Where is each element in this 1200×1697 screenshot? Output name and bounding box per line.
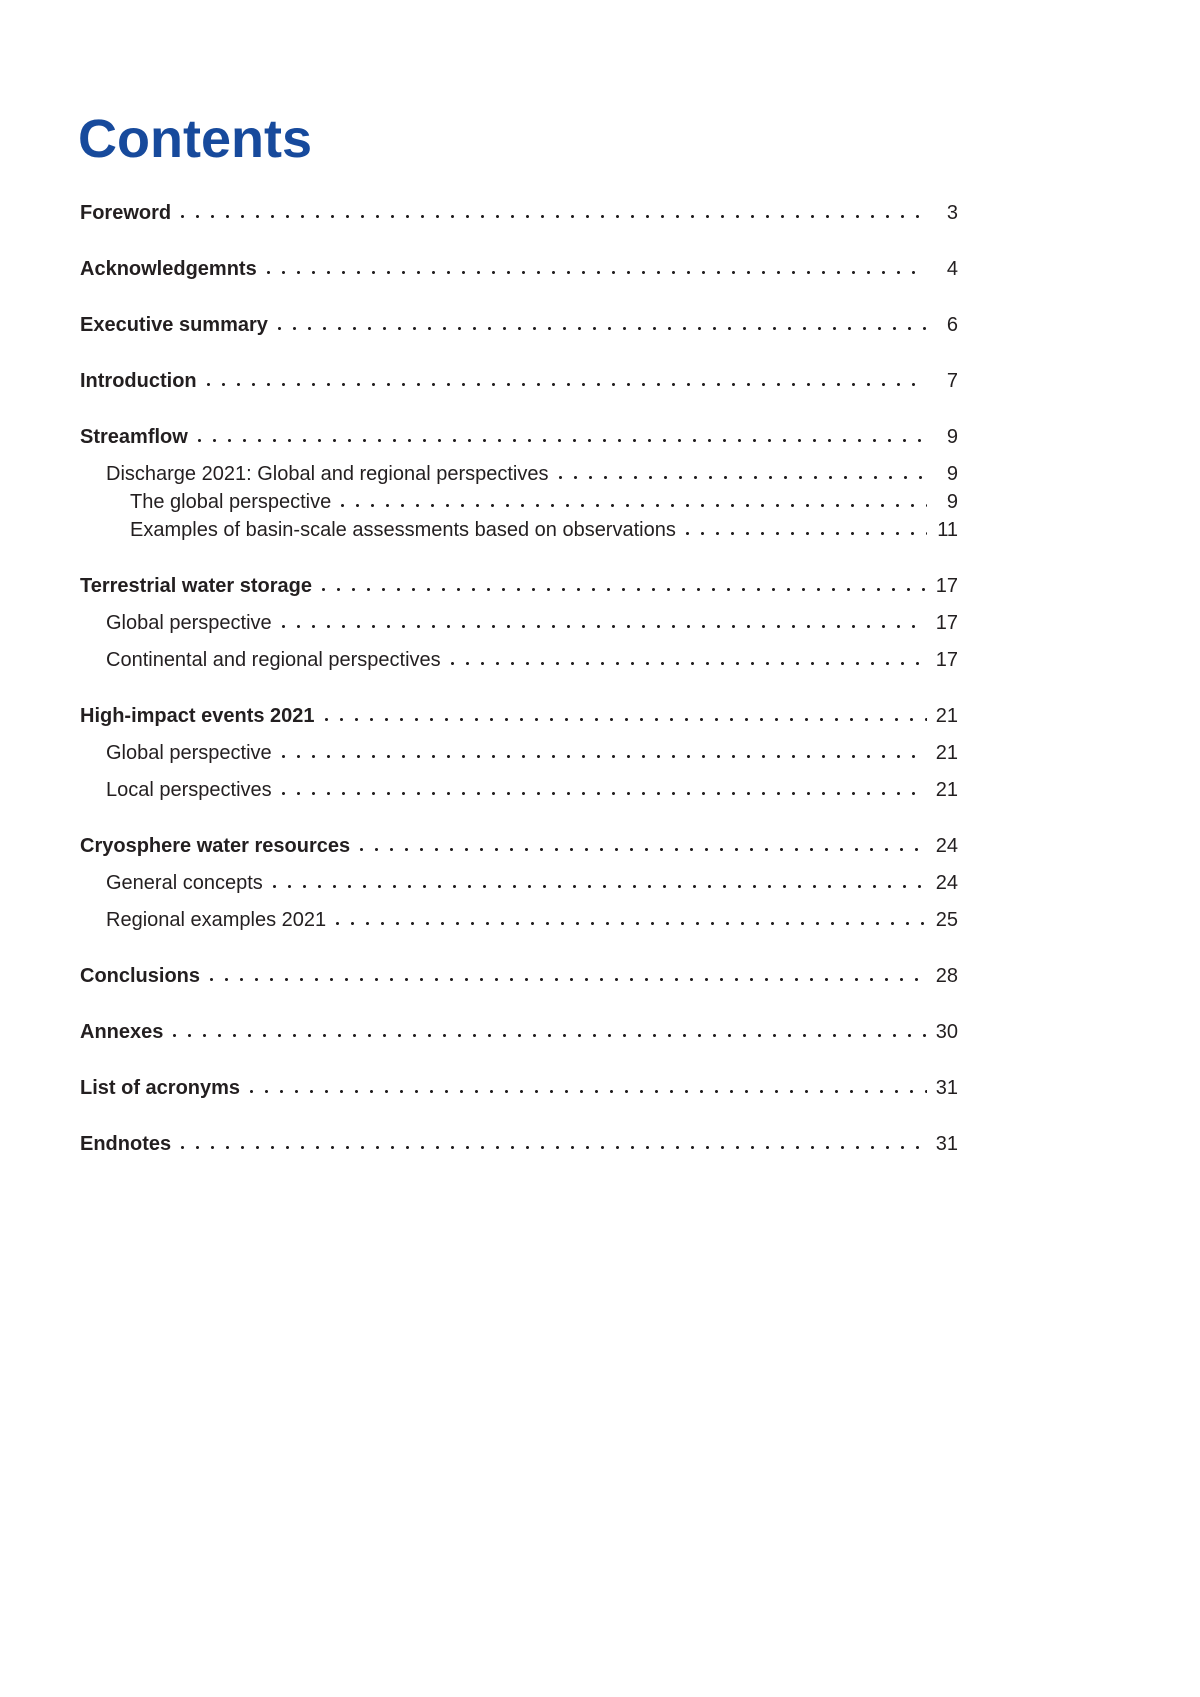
toc-entry-label: Endnotes [80,1133,172,1155]
dot-leader [335,921,927,926]
dot-leader [281,624,927,629]
toc-entry-label: The global perspective [130,491,332,513]
toc-entry[interactable] [80,705,958,728]
toc-entry-page-number: 3 [946,202,958,224]
dot-leader [340,503,927,508]
toc-entry-page-number: 9 [946,491,958,513]
toc-entry-page-number: 21 [935,779,958,801]
toc-entry-page-number: 31 [935,1133,958,1155]
toc-entry[interactable] [80,202,958,225]
toc-entry[interactable] [80,835,958,858]
toc-entry[interactable] [80,314,958,337]
toc-entry[interactable] [80,742,958,765]
toc-entry[interactable] [80,612,958,635]
dot-leader [281,754,927,759]
toc-entry[interactable] [80,575,958,598]
toc-entry[interactable] [80,426,958,449]
toc-entry-label: Regional examples 2021 [106,909,327,931]
toc-entry-page-number: 24 [935,835,958,857]
toc-entry-page-number: 17 [935,575,958,597]
toc-entry-page-number: 6 [946,314,958,336]
toc-entry-page-number: 4 [946,258,958,280]
dot-leader [359,847,927,852]
toc-entry-page-number: 7 [946,370,958,392]
toc-entry[interactable] [80,1133,958,1156]
dot-leader [321,587,927,592]
dot-leader [450,661,927,666]
toc-entry-page-number: 17 [935,612,958,634]
toc-entry-label: Terrestrial water storage [80,575,312,597]
toc-entry-label: Discharge 2021: Global and regional perspectives [106,463,549,485]
dot-leader [324,717,927,722]
toc-entry[interactable] [80,779,958,802]
toc-entry-label: General concepts [106,872,263,894]
toc-entry[interactable] [80,965,958,988]
toc-entry[interactable] [80,1021,958,1044]
toc-entry[interactable] [80,872,958,895]
toc-entry-page-number: 24 [935,872,958,894]
toc-entry[interactable] [80,909,958,932]
dot-leader [558,475,928,480]
toc-entry-label: Local perspectives [106,779,272,801]
toc-entry-label: Streamflow [80,426,188,448]
toc-entry-page-number: 30 [935,1021,958,1043]
dot-leader [281,791,927,796]
toc-entry[interactable] [80,258,958,281]
toc-entry-page-number: 11 [937,519,958,541]
toc-entry[interactable] [80,491,958,514]
toc-entry[interactable] [80,1077,958,1100]
toc-entry-label: Acknowledgemnts [80,258,257,280]
toc-entry-page-number: 9 [946,463,958,485]
toc-entry-label: Foreword [80,202,172,224]
toc-entry-label: Introduction [80,370,197,392]
toc-entry-label: Continental and regional perspectives [106,649,441,671]
dot-leader [266,270,927,275]
dot-leader [249,1089,927,1094]
toc-entry-page-number: 31 [935,1077,958,1099]
toc-entry-page-number: 17 [935,649,958,671]
toc-entry-label: Cryosphere water resources [80,835,351,857]
page-title: Contents [78,109,312,169]
toc-entry-page-number: 21 [935,742,958,764]
toc-entry-page-number: 25 [935,909,958,931]
dot-leader [209,977,927,982]
toc-entry-label: Annexes [80,1021,164,1043]
toc-entry-label: Global perspective [106,742,272,764]
toc-entry-label: Conclusions [80,965,201,987]
toc-entry-label: List of acronyms [80,1077,241,1099]
toc-entry-label: Executive summary [80,314,268,336]
toc-entry[interactable] [80,649,958,672]
toc-entry-label: High-impact events 2021 [80,705,315,727]
dot-leader [172,1033,927,1038]
dot-leader [197,438,927,443]
dot-leader [180,1145,927,1150]
dot-leader [277,326,927,331]
dot-leader [685,531,927,536]
toc-entry-page-number: 9 [946,426,958,448]
dot-leader [206,382,927,387]
toc-entry[interactable] [80,370,958,393]
table-of-contents [80,202,958,1156]
toc-entry-page-number: 21 [935,705,958,727]
toc-entry-label: Global perspective [106,612,272,634]
toc-entry[interactable] [80,519,958,542]
toc-entry[interactable] [80,463,958,486]
toc-entry-page-number: 28 [935,965,958,987]
dot-leader [272,884,927,889]
dot-leader [180,214,927,219]
toc-entry-label: Examples of basin-scale assessments based on observations [130,519,676,541]
